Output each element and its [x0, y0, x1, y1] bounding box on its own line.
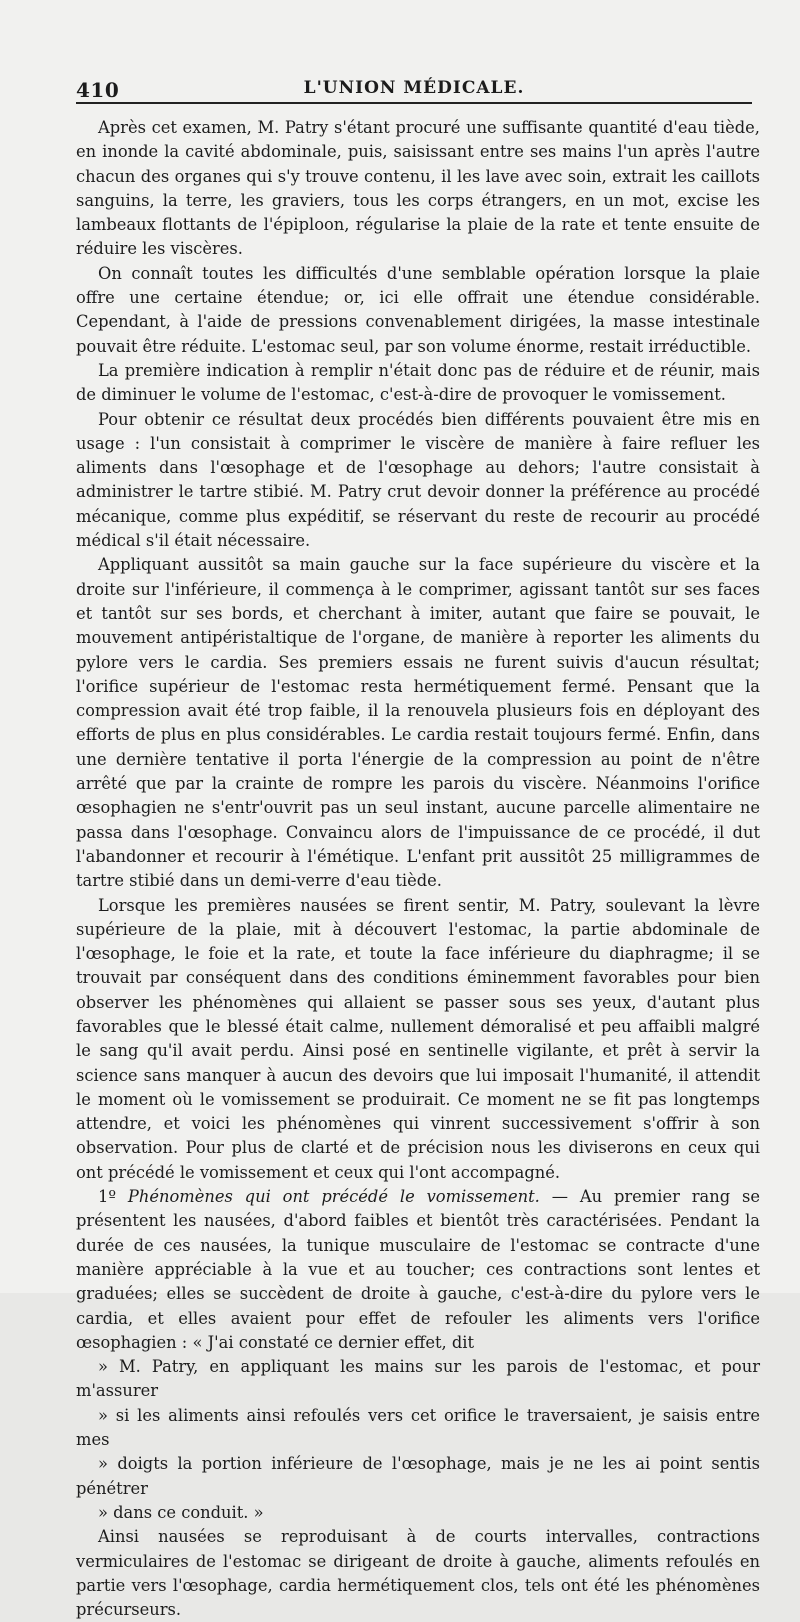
paragraph: La première indication à remplir n'était donc pas de réduire et de réunir, mais de diminuer le volume de l'estomac, c'est-à-dire de provoquer le vomissement.	[76, 360, 760, 405]
section-text: — Au premier rang se présentent les nausées, d'abord faibles et bientôt très caractérisées. Pendant la durée de ces nausées, la tunique musculaire de l'estomac se contracte d'une manière appréciable à la vue et au toucher; ces contractions sont lentes et graduées; elles se succèdent de droite à gauche, c'est-à-dire du pylore vers le cardia, et elles avaient pour effet de refouler les aliments vers l'orifice œsophagien :	[76, 1187, 760, 1352]
paragraph: Appliquant aussitôt sa main gauche sur la face supérieure du viscère et la droite sur l'inférieure, il commença à le comprimer, agissant tantôt sur ses faces et tantôt sur ses bords, et cherchant à imiter, autant que faire se pouvait, le mouvement antipéristaltique de l'organe, de manière à reporter les aliments du pylore vers le cardia. Ses premiers essais ne furent suivis d'aucun résultat; l'orifice supérieur de l'estomac resta hermétiquement fermé. Pensant que la compression avait été trop faible, il la renouvela plusieurs fois en déployant des efforts de plus en plus considérables. Le cardia restait toujours fermé. Enfin, dans une dernière tentative il porta l'énergie de la compression au point de n'être arrêté que par la crainte de rompre les parois du viscère. Néanmoins l'orifice œsophagien ne s'entr'ouvrit pas un seul instant, aucune parcelle alimentaire ne passa dans l'œsophage. Convaincu alors de l'impuissance de ce procédé, il dut l'abandonner et recourir à l'émétique. L'enfant prit aussitôt 25 milligrammes de tartre stibié dans un demi-verre d'eau tiède.	[76, 555, 760, 891]
paragraph: On connaît toutes les difficultés d'une semblable opération lorsque la plaie offre une certaine étendue; or, ici elle offrait une étendue considérable. Cependant, à l'aide de pressions convenablement dirigées, la masse intestinale pouvait être réduite. L'estomac seul, par son volume énorme, restait irréductible.	[76, 263, 760, 356]
paragraph: Lorsque les premières nausées se firent sentir, M. Patry, soulevant la lèvre supérieure de la plaie, mit à découvert l'estomac, la partie abdominale de l'œsophage, le foie et la rate, et toute la face inférieure du diaphragme; il se trouvait par conséquent dans des conditions éminemment favorables pour bien observer les phénomènes qui allaient se passer sous ses yeux, d'autant plus favorables que le blessé était calme, nullement démoralisé et peu affaibli malgré le sang qu'il avait perdu. Ainsi posé en sentinelle vigilante, et prêt à servir la science sans manquer à aucun des devoirs que lui imposait l'humanité, il attendit le moment où le vomissement se produirait. Ce moment ne se fit pas longtemps attendre, et voici les phénomènes qui vinrent successivement s'offrir à son observation. Pour plus de clarté et de précision nous les diviserons en ceux qui ont précédé le vomissement et ceux qui l'ont accompagné.	[76, 895, 760, 1182]
section-1-paragraph	[76, 1185, 760, 1525]
section-number: 1º	[98, 1187, 117, 1207]
section-heading: Phénomènes qui ont précédé le vomissement.	[127, 1187, 540, 1207]
paragraph: Après cet examen, M. Patry s'étant procuré une suffisante quantité d'eau tiède, en inonde la cavité abdominale, puis, saisissant entre ses mains l'un après l'autre chacun des organes qui s'y trouve contenu, il les lave avec soin, extrait les caillots sanguins, la terre, les graviers, tous les corps étrangers, en un mot, excise les lambeaux flottants de l'épiploon, régularise la plaie de la rate et tente ensuite de réduire les viscères.	[76, 118, 760, 259]
journal-title: L'UNION MÉDICALE.	[303, 78, 525, 98]
running-head	[76, 70, 752, 104]
quote-line: » doigts la portion inférieure de l'œsophage, mais je ne les ai point sentis pénétrer	[76, 1454, 760, 1498]
paragraph: Pour obtenir ce résultat deux procédés bien différents pouvaient être mis en usage : l'un consistait à comprimer le viscère de manière à faire refluer les aliments dans l'œsophage et de l'œsophage au dehors; l'autre consistait à administrer le tartre stibié. M. Patry crut devoir donner la préférence au procédé mécanique, comme plus expéditif, se réservant du reste de recourir au procédé médical s'il était nécessaire.	[76, 409, 760, 551]
quote-line: » si les aliments ainsi refoulés vers cet orifice le traversaient, je saisis entre mes	[76, 1405, 760, 1450]
quote-opening: « J'ai constaté ce dernier effet, dit	[192, 1332, 475, 1352]
closing-paragraph: Ainsi nausées se reproduisant à de courts intervalles, contractions vermiculaires de l'estomac se dirigeant de droite à gauche, aliments refoulés en partie vers l'œsophage, cardia hermétiquement clos, tels ont été les phénomènes précurseurs.	[76, 1527, 760, 1620]
article-body	[76, 116, 760, 1622]
page-number: 410	[76, 78, 120, 102]
quote-line: » M. Patry, en appliquant les mains sur les parois de l'estomac, et pour m'assurer	[76, 1357, 760, 1401]
quote-line: » dans ce conduit. »	[98, 1502, 264, 1522]
